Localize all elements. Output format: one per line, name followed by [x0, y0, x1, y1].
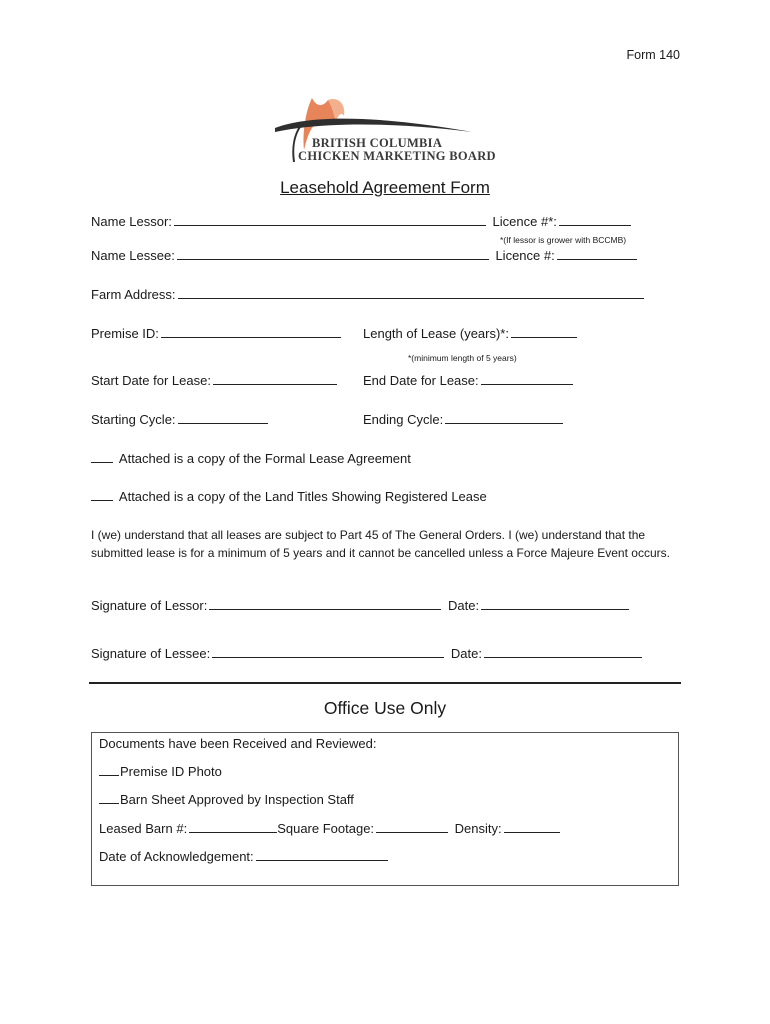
barn-sheet-check-field[interactable]	[99, 792, 119, 804]
office-use-title: Office Use Only	[323, 698, 447, 718]
premise-photo-label: Premise ID Photo	[120, 764, 222, 779]
formal-lease-label: Attached is a copy of the Formal Lease Agreement	[118, 451, 411, 466]
length-of-lease-field[interactable]	[511, 326, 577, 338]
starting-cycle-row	[91, 412, 271, 427]
ending-cycle-label: Ending Cycle:	[363, 412, 444, 427]
land-titles-check-row	[91, 489, 487, 504]
end-date-row	[363, 373, 576, 388]
start-date-row	[91, 373, 340, 388]
name-lessor-field[interactable]	[174, 214, 486, 226]
start-date-label: Start Date for Lease:	[91, 373, 211, 388]
start-date-field[interactable]	[213, 373, 337, 385]
ending-cycle-field[interactable]	[445, 412, 563, 424]
lessor-date-label: Date:	[447, 598, 480, 613]
starting-cycle-label: Starting Cycle:	[91, 412, 176, 427]
starting-cycle-field[interactable]	[178, 412, 268, 424]
premise-id-label: Premise ID:	[91, 326, 159, 341]
premise-id-field[interactable]	[161, 326, 341, 338]
form-title: Leasehold Agreement Form	[280, 178, 490, 197]
lessor-signature-row	[91, 598, 632, 613]
lessee-signature-label: Signature of Lessee:	[91, 646, 211, 661]
density-field[interactable]	[504, 821, 560, 833]
form-number: Form 140	[626, 48, 680, 62]
length-of-lease-label: Length of Lease (years)*:	[363, 326, 509, 341]
land-titles-label: Attached is a copy of the Land Titles Showing Registered Lease	[118, 489, 487, 504]
name-lessee-row	[91, 248, 640, 263]
barn-sheet-label: Barn Sheet Approved by Inspection Staff	[120, 792, 354, 807]
lease-statement: I (we) understand that all leases are subject to Part 45 of The General Orders. I (we) understand that the submitted lease is for a minimum of 5 years and it cannot be cancelled unless a Force Majeure Event occurs.	[91, 528, 670, 560]
square-footage-field[interactable]	[376, 821, 448, 833]
leased-barn-field[interactable]	[189, 821, 277, 833]
licence-note: *(If lessor is grower with BCCMB)	[500, 235, 627, 245]
barn-sheet-row	[99, 792, 354, 807]
leased-barn-label: Leased Barn #:	[99, 821, 188, 836]
licence-star-label: Licence #*:	[492, 214, 557, 229]
lessor-signature-label: Signature of Lessor:	[91, 598, 208, 613]
density-label: Density:	[454, 821, 502, 836]
lessee-licence-field[interactable]	[557, 248, 637, 260]
barn-details-row	[99, 821, 563, 836]
name-lessor-label: Name Lessor:	[91, 214, 172, 229]
premise-id-row	[91, 326, 344, 341]
licence-label: Licence #:	[495, 248, 555, 263]
farm-address-label: Farm Address:	[91, 287, 176, 302]
lessor-signature-field[interactable]	[209, 598, 441, 610]
land-titles-check-field[interactable]	[91, 489, 113, 501]
bccmb-logo	[272, 92, 502, 166]
farm-address-field[interactable]	[178, 287, 644, 299]
square-footage-label: Square Footage:	[277, 821, 375, 836]
end-date-field[interactable]	[481, 373, 573, 385]
name-lessor-row	[91, 214, 634, 229]
date-acknowledgement-label: Date of Acknowledgement:	[99, 849, 254, 864]
premise-photo-check-field[interactable]	[99, 764, 119, 776]
ending-cycle-row	[363, 412, 566, 427]
name-lessee-field[interactable]	[177, 248, 489, 260]
farm-address-row	[91, 287, 647, 302]
formal-lease-check-field[interactable]	[91, 451, 113, 463]
date-acknowledgement-field[interactable]	[256, 849, 388, 861]
lessee-signature-row	[91, 646, 645, 661]
lessee-signature-field[interactable]	[212, 646, 444, 658]
name-lessee-label: Name Lessee:	[91, 248, 175, 263]
acknowledgement-row	[99, 849, 391, 864]
section-divider	[89, 682, 681, 684]
premise-photo-row	[99, 764, 222, 779]
min-length-note: *(minimum length of 5 years)	[408, 353, 517, 363]
logo-line-2: CHICKEN MARKETING BOARD	[298, 149, 496, 163]
documents-received-label: Documents have been Received and Reviewed:	[99, 736, 377, 751]
lessor-licence-field[interactable]	[559, 214, 631, 226]
length-row	[363, 326, 580, 341]
lessee-date-label: Date:	[450, 646, 482, 661]
lessor-date-field[interactable]	[481, 598, 629, 610]
end-date-label: End Date for Lease:	[363, 373, 479, 388]
logo-line-1: BRITISH COLUMBIA	[312, 136, 443, 150]
lessee-date-field[interactable]	[484, 646, 642, 658]
formal-lease-check-row	[91, 451, 411, 466]
